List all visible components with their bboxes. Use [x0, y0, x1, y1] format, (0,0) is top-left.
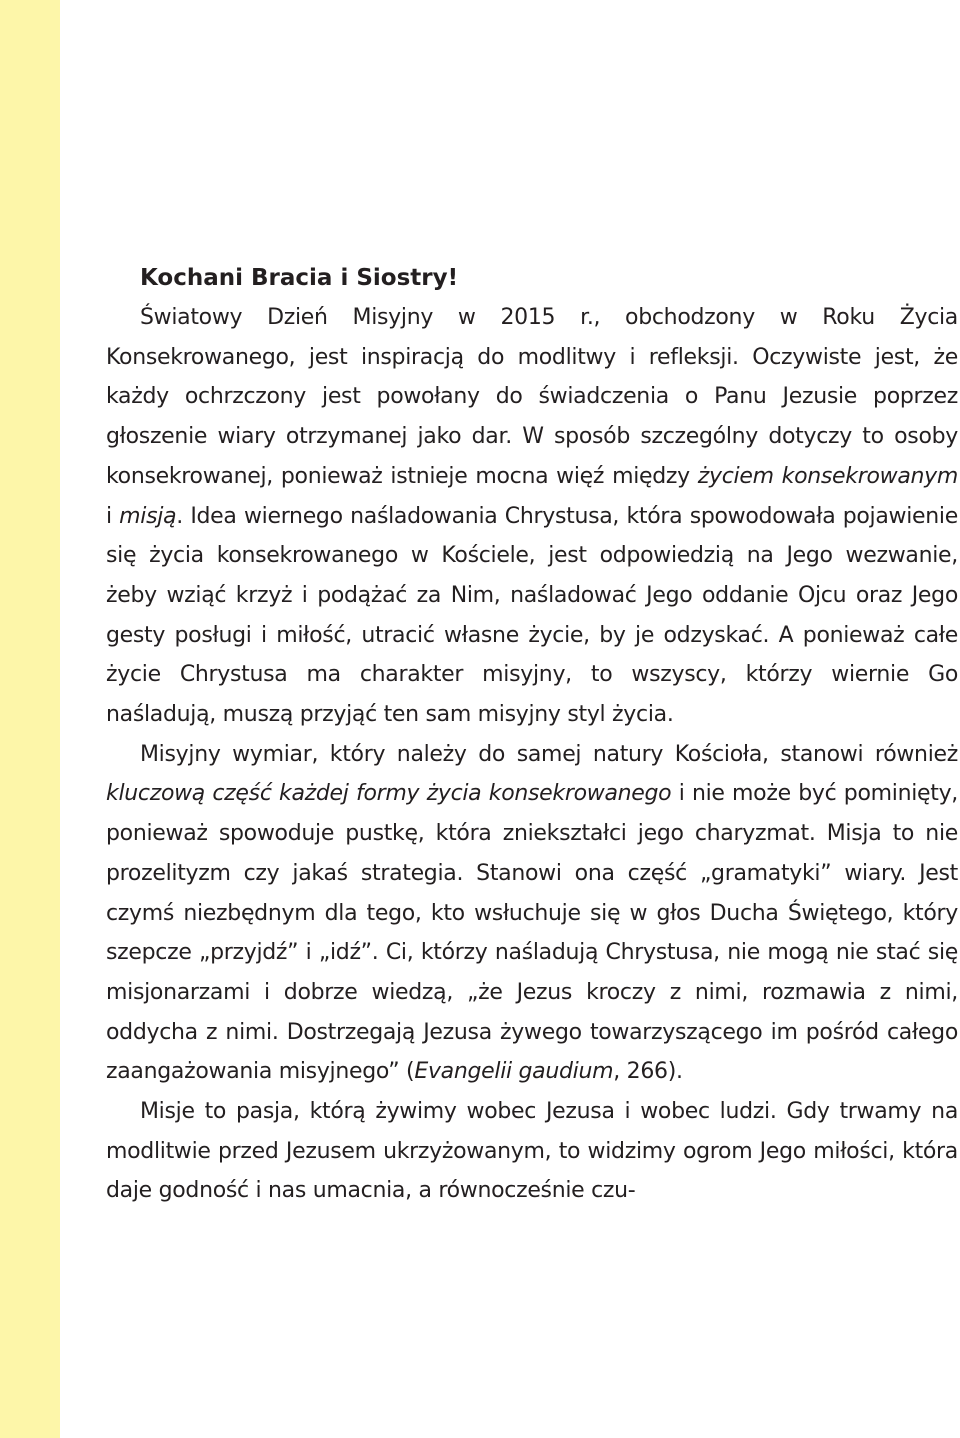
paragraph-2-emphasis-a: kluczową część każdej formy życia konsekrowanego	[106, 781, 672, 807]
paragraph-2-text-b: i nie może być pominięty, ponieważ spowoduje pustkę, która zniekształci jego charyzmat. Misja to nie prozelityzm czy jakaś strategia. Stanowi ona część „gramatyki” wiary. Jest czymś niezbędnym dla tego, kto wsłuchuje się w głos Ducha Świętego, który szepcze „przyjdź” i „idź”. Ci, którzy naśladują Chrystusa, nie mogą nie stać się misjonarzami i dobrze wiedzą, „że Jezus kroczy z nimi, rozmawia z nimi, oddycha z nimi. Dostrzegają Jezusa żywego towarzyszącego im pośród całego zaangażowania misyjnego” (	[106, 781, 958, 1085]
paragraph-2	[106, 735, 958, 1092]
paragraph-1-emphasis-a: życiem konsekrowanym	[697, 463, 958, 489]
paragraph-2-emphasis-b: Evangelii gaudium	[414, 1059, 614, 1085]
paragraph-1-text-c: . Idea wiernego naśladowania Chrystusa, która spowodowała pojawienie się życia konsekrowanego w Kościele, jest odpowiedzią na Jego wezwanie, żeby wziąć krzyż i podążać za Nim, naśladować Jego oddanie Ojcu oraz Jego gesty posługi i miłość, utracić własne życie, by je odzyskać. A ponieważ całe życie Chrystusa ma charakter misyjny, to wszyscy, którzy wiernie Go naśladują, muszą przyjąć ten sam misyjny styl życia.	[106, 503, 958, 728]
letter-body	[106, 258, 958, 1211]
paragraph-2-text-c: , 266).	[613, 1059, 683, 1085]
yellow-margin-strip	[0, 0, 60, 1438]
paragraph-1-text-a: Światowy Dzień Misyjny w 2015 r., obchodzony w Roku Życia Konsekrowanego, jest inspiracją do modlitwy i refleksji. Oczywiste jest, że każdy ochrzczony jest powołany do świadczenia o Panu Jezusie poprzez głoszenie wiary otrzymanej jako dar. W sposób szczególny dotyczy to osoby konsekrowanej, ponieważ istnieje mocna więź między	[106, 305, 958, 489]
paragraph-1-emphasis-b: misją	[119, 503, 177, 529]
paragraph-3	[106, 1092, 958, 1211]
letter-salutation: Kochani Bracia i Siostry!	[140, 265, 459, 291]
paragraph-3-text: Misje to pasja, którą żywimy wobec Jezusa i wobec ludzi. Gdy trwamy na modlitwie przed Jezusem ukrzyżowanym, to widzimy ogrom Jego miłości, która daje godność i nas umacnia, a równocześnie czu-	[106, 1099, 958, 1204]
paragraph-1	[106, 298, 958, 735]
paragraph-2-text-a: Misyjny wymiar, który należy do samej natury Kościoła, stanowi również	[140, 741, 958, 767]
paragraph-1-text-b: i	[106, 503, 120, 529]
